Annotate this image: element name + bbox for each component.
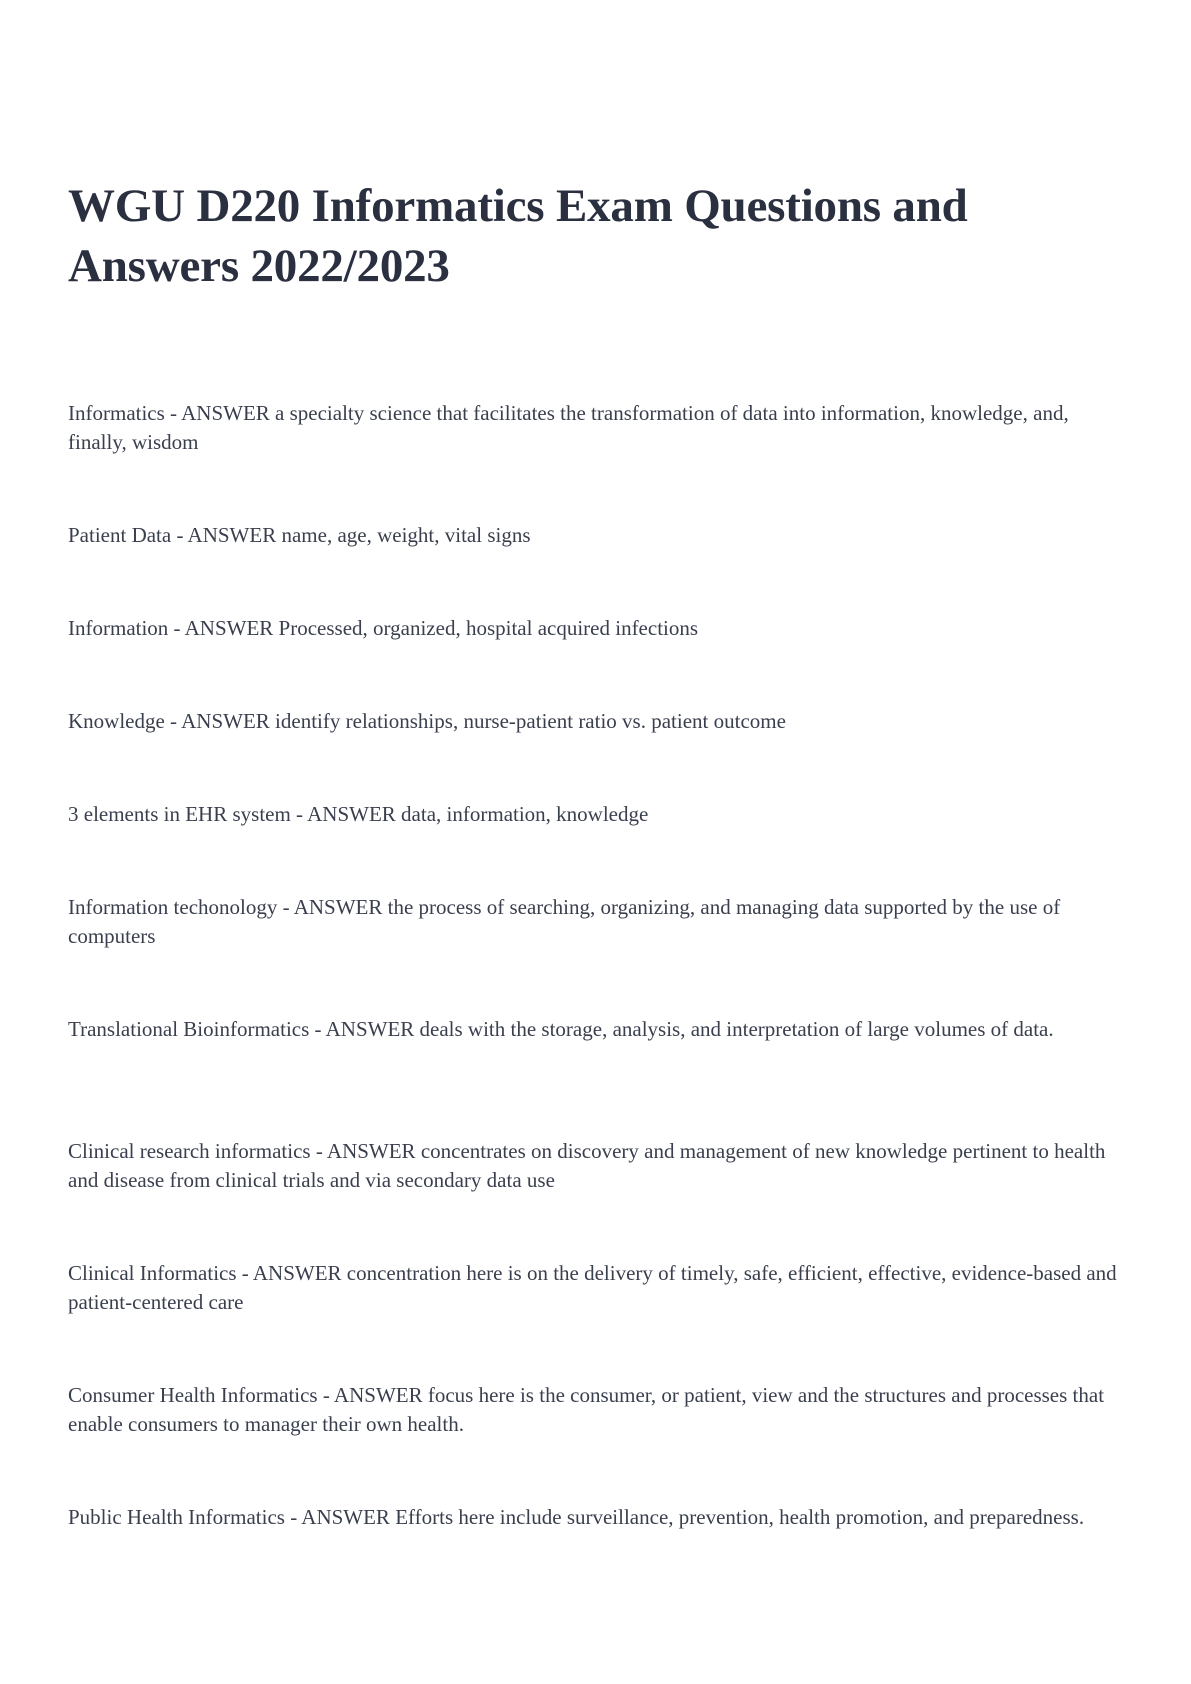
- qa-entry-information-technology: Information techonology - ANSWER the process of searching, organizing, and managing data supported by the use of computers: [68, 895, 1061, 948]
- qa-entry-informatics: Informatics - ANSWER a specialty science that facilitates the transformation of data into information, knowledge, and, finally, wisdom: [68, 401, 1069, 454]
- qa-entry-translational-bioinformatics: Translational Bioinformatics - ANSWER deals with the storage, analysis, and interpretation of large volumes of data.: [68, 1017, 1054, 1041]
- document-title: WGU D220 Informatics Exam Questions and Answers 2022/2023: [68, 180, 968, 292]
- qa-entry-knowledge: Knowledge - ANSWER identify relationships, nurse-patient ratio vs. patient outcome: [68, 709, 786, 733]
- qa-entry-information: Information - ANSWER Processed, organized, hospital acquired infections: [68, 616, 699, 640]
- qa-entry-patient-data: Patient Data - ANSWER name, age, weight, vital signs: [68, 523, 531, 547]
- qa-entry-clinical-research-informatics: Clinical research informatics - ANSWER concentrates on discovery and management of new knowledge pertinent to health and disease from clinical trials and via secondary data use: [68, 1139, 1106, 1192]
- qa-entry-public-health-informatics: Public Health Informatics - ANSWER Efforts here include surveillance, prevention, health promotion, and preparedness.: [68, 1505, 1085, 1529]
- qa-entry-ehr-elements: 3 elements in EHR system - ANSWER data, information, knowledge: [68, 802, 649, 826]
- qa-entry-consumer-health-informatics: Consumer Health Informatics - ANSWER focus here is the consumer, or patient, view and the structures and processes that enable consumers to manager their own health.: [68, 1383, 1105, 1436]
- qa-entry-clinical-informatics: Clinical Informatics - ANSWER concentration here is on the delivery of timely, safe, efficient, effective, evidence-based and patient-centered care: [68, 1261, 1117, 1314]
